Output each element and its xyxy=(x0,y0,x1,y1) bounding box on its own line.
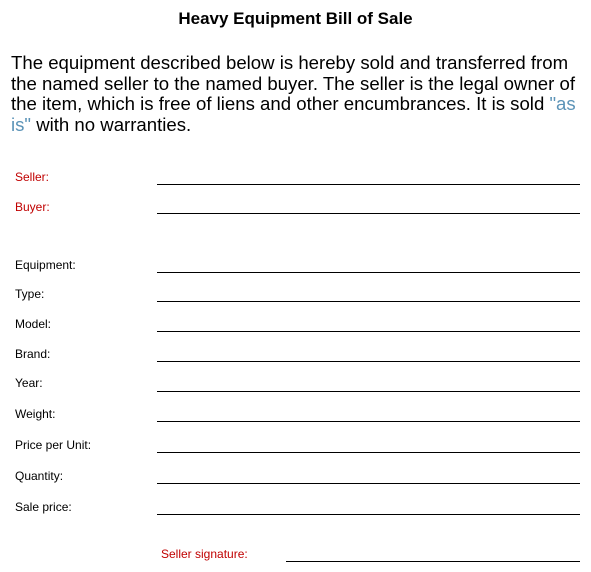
sale-price-label: Sale price: xyxy=(15,500,72,514)
year-field[interactable] xyxy=(157,391,580,392)
equipment-field[interactable] xyxy=(157,272,580,273)
buyer-field[interactable] xyxy=(157,213,580,214)
brand-label: Brand: xyxy=(15,347,51,361)
buyer-label: Buyer: xyxy=(15,200,50,214)
brand-field[interactable] xyxy=(157,361,580,362)
sale-price-field[interactable] xyxy=(157,514,580,515)
equipment-label: Equipment: xyxy=(15,258,76,272)
seller-signature-field[interactable] xyxy=(286,561,580,562)
quantity-field[interactable] xyxy=(157,483,580,484)
weight-field[interactable] xyxy=(157,421,580,422)
price-per-unit-field[interactable] xyxy=(157,452,580,453)
seller-signature-label: Seller signature: xyxy=(161,547,248,561)
as-is-quote: "as is" xyxy=(11,93,576,135)
intro-text-end: with no warranties. xyxy=(31,113,192,135)
intro-paragraph xyxy=(11,53,586,135)
year-label: Year: xyxy=(15,376,43,390)
intro-text: The equipment described below is hereby sold and transferred from the named seller to the named buyer. The seller is the legal owner of the item, which is free of liens and other encumbrances. It is sold xyxy=(11,52,575,114)
model-label: Model: xyxy=(15,317,52,331)
seller-label: Seller: xyxy=(15,170,50,184)
quantity-label: Quantity: xyxy=(15,469,64,483)
seller-field[interactable] xyxy=(157,184,580,185)
type-label: Type: xyxy=(15,287,45,301)
model-field[interactable] xyxy=(157,331,580,332)
weight-label: Weight: xyxy=(15,407,56,421)
type-field[interactable] xyxy=(157,301,580,302)
price-per-unit-label: Price per Unit: xyxy=(15,438,92,452)
document-title: Heavy Equipment Bill of Sale xyxy=(178,9,413,28)
